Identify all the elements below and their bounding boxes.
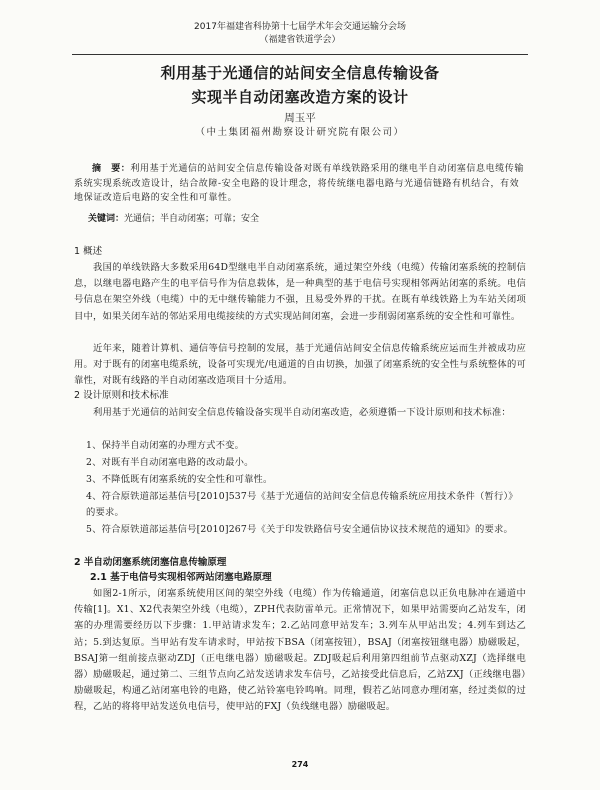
section-1-paragraph-2: 近年来，随着计算机、通信等信号控制的发展，基于光通信站间安全信息传输系统应运而生并被成功应用。对于既有的闭塞电缆系统，设备可实现光/电通道的自由切换，加强了闭塞系统的安全性与系统整体的可靠性，对既有线路的半自动闭塞改造项目十分适用。	[74, 343, 526, 387]
list-item: 3、不降低既有闭塞系统的安全性和可靠性。	[86, 474, 273, 485]
section-1-paragraph-1: 我国的单线铁路大多数采用64D型继电半自动闭塞系统，通过架空外线（电缆）传输闭塞系统的控制信息，以继电器电路产生的电平信号作为信息载体，是一种典型的基于电信号实现相邻两站闭塞的系统。电信号信息在架空外线（电缆）中的无中继传输能力不强，且易受外界的干扰。在既有单线铁路上为车站关闭项目中，如果关闭车站的邻站采用电缆接续的方式实现站间闭塞，会进一步削弱闭塞系统的安全性和可靠性。	[74, 262, 526, 322]
keywords-text: 光通信；半自动闭塞；可靠；安全	[124, 214, 260, 224]
section-3-heading: 2 半自动闭塞系统闭塞信息传输原理	[74, 557, 227, 568]
running-header-line2: （福建省铁道学会）	[259, 35, 341, 45]
list-item: 2、对既有半自动闭塞电路的改动最小。	[86, 457, 254, 468]
author: 周玉平	[284, 112, 316, 124]
list-item: 5、符合原铁道部运基信号[2010]267号《关于印发铁路信号安全通信协议技术规范的通知》的要求。	[86, 524, 513, 535]
page-number: 274	[291, 760, 309, 769]
keywords-label: 关键词：	[88, 214, 125, 224]
section-2-heading: 2 设计原则和技术标准	[74, 390, 169, 401]
affiliation: （中土集团福州勘察设计研究院有限公司）	[195, 127, 405, 138]
keywords	[88, 213, 528, 226]
list-item: 4、符合原铁道部运基信号[2010]537号《基于光通信的站间安全信息传输系统应用技术条件（暂行）》的要求。	[86, 491, 518, 519]
section-3-paragraph-1: 如图2-1所示，闭塞系统使用区间的架空外线（电缆）作为传输通道，闭塞信息以正负电脉冲在通道中传输[1]。X1、X2代表架空外线（电缆），ZPH代表防雷单元。正常情况下，如果甲站需要向乙站发车，闭塞的办理需要经历以下步骤：1.甲站请求发车；2.乙站同意甲站发车；3.列车从甲站出发；4.列车到达乙站；5.到达复原。当甲站有发车请求时，甲站按下BSA（闭塞按钮），BSAJ（闭塞按钮继电器）励磁吸起，BSAJ第一组前接点驱动ZDJ（正电继电器）励磁吸起。ZDJ吸起后利用第四组前节点驱动XZJ（选择继电器）励磁吸起，通过第二、三组节点向乙站发送请求发车信号，乙站接受此信息后，乙站ZXJ（正线继电器）励磁吸起，构通乙站闭塞电铃的电路，使乙站铃塞电铃鸣响。同理，假若乙站同意办理闭塞，经过类似的过程，乙站的将将甲站发送负电信号，使甲站的FXJ（负线继电器）励磁吸起。	[74, 588, 526, 713]
abstract-label: 摘 要：	[92, 164, 131, 174]
running-header-line1: 2017年福建省科协第十七届学术年会交通运输分会场	[194, 22, 406, 32]
abstract-text: 利用基于光通信的站间安全信息传输设备对既有单线铁路采用的继电半自动闭塞信息电缆传输系统实现系统改造设计，结合故障-安全电路的设计理念，将传统继电器电路与光通信链路有机结合，有效地保证改造后电路的安全性和可靠性。	[74, 164, 525, 203]
header-rule	[72, 54, 528, 55]
paper-title-line2: 实现半自动闭塞改造方案的设计	[191, 88, 409, 106]
list-item: 1、保持半自动闭塞的办理方式不变。	[86, 440, 245, 451]
subsection-heading: 2.1 基于电信号实现相邻两站闭塞电路原理	[90, 572, 272, 583]
abstract	[74, 162, 526, 206]
section-2-intro: 利用基于光通信的站间安全信息传输设备实现半自动闭塞改造，必须遵循一下设计原则和技术标准：	[93, 407, 511, 418]
paper-title-line1: 利用基于光通信的站间安全信息传输设备	[160, 64, 440, 82]
section-1-heading: 1 概述	[74, 246, 103, 257]
